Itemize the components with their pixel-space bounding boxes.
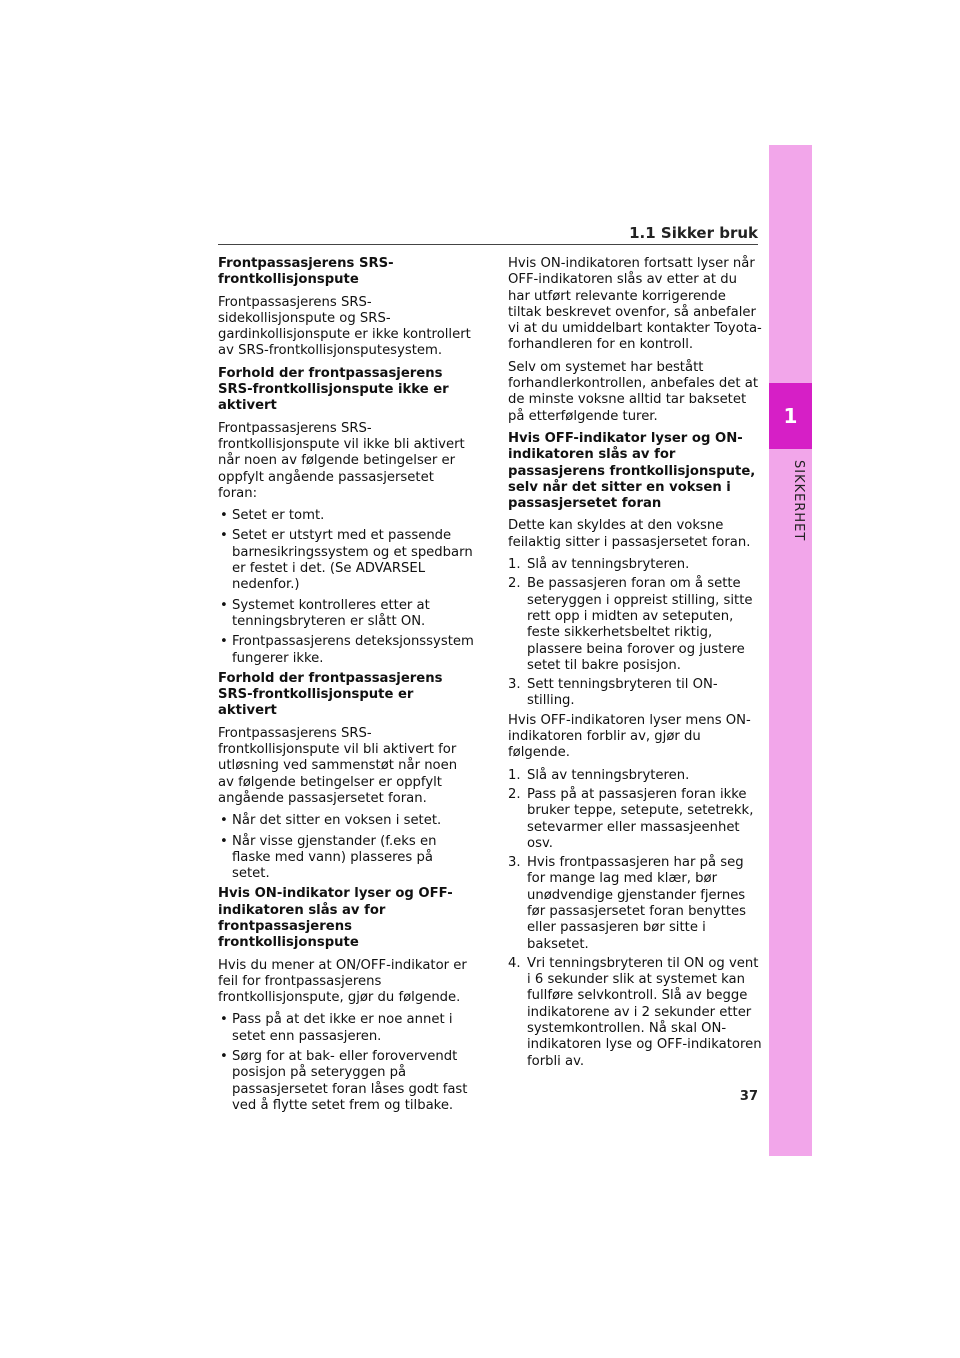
section-heading: Hvis OFF-indikator lyser og ON-indikatoren slås av for passasjerens frontkollisjonspute, selv når det sitter en voksen i passasjersetet foran [508, 430, 756, 512]
numbered-step [508, 956, 762, 1070]
paragraph: Hvis OFF-indikatoren lyser mens ON-indikatoren forblir av, gjør du følgende. [508, 712, 751, 761]
step-number: 1. [508, 767, 521, 783]
step-number: 2. [508, 576, 521, 592]
item-text: Setet er tomt. [232, 508, 325, 524]
chapter-label: SIKKERHET [791, 460, 806, 542]
numbered-step [508, 855, 762, 953]
bullet-item [218, 813, 474, 829]
step-number: 2. [508, 786, 521, 802]
section-heading: Forhold der frontpassasjerens SRS-frontkollisjonspute ikke er aktivert [218, 365, 449, 414]
paragraph: Selv om systemet har bestått forhandlerkontrollen, anbefales det at de minste voksne alltid tar baksetet på etterfølgende turer. [508, 359, 759, 424]
step-number: 1. [508, 557, 521, 573]
numbered-step [508, 677, 762, 710]
item-text: Når det sitter en voksen i setet. [232, 813, 442, 829]
paragraph: Hvis ON-indikatoren fortsatt lyser når OFF-indikatoren slås av etter at du har utført relevante korrigerende tiltak beskrevet ovenfor, så anbefaler vi at du umiddelbart kontakter Toyota-forhandleren for en kontroll. [508, 256, 762, 353]
step-number: 3. [508, 677, 521, 693]
item-text: Sørg for at bak- eller forovervendt posisjon på seteryggen på passasjersetet foran låses godt fast ved å flytte setet frem og tilbake. [232, 1049, 468, 1113]
paragraph: Dette kan skyldes at den voksne feilaktig sitter i passasjersetet foran. [508, 518, 751, 550]
item-text: Be passasjeren foran om å sette seteryggen i oppreist stilling, sitte rett opp i midten av seteputen, feste sikkerhetsbeltet riktig, plassere beina forover og justere setet til bakre posisjon. [527, 576, 753, 673]
item-text: Sett tenningsbryteren til ON-stilling. [527, 677, 718, 709]
bullet-item [218, 634, 474, 667]
bullet-marker: • [220, 634, 228, 650]
paragraph: Hvis du mener at ON/OFF-indikator er feil for frontpassasjerens frontkollisjonspute, gjør du følgende. [218, 957, 467, 1006]
chapter-number-badge: 1 [769, 383, 812, 449]
section-heading: Hvis ON-indikator lyser og OFF-indikatoren slås av for frontpassasjerens frontkollisjonspute [218, 886, 453, 951]
item-text: Slå av tenningsbryteren. [527, 557, 690, 573]
bullet-item [218, 528, 474, 593]
item-text: Slå av tenningsbryteren. [527, 767, 690, 783]
numbered-step [508, 768, 762, 784]
step-number: 4. [508, 955, 521, 971]
numbered-step [508, 576, 762, 674]
section-heading: Forhold der frontpassasjerens SRS-frontkollisjonspute er aktivert [218, 670, 443, 719]
section-title: 1.1 Sikker bruk [629, 224, 758, 242]
numbered-step [508, 557, 762, 573]
left-column [218, 256, 474, 1118]
bullet-item [218, 508, 474, 524]
header-divider [218, 244, 758, 245]
page-number: 37 [739, 1089, 758, 1104]
bullet-item [218, 598, 474, 631]
right-column [508, 256, 762, 1073]
bullet-marker: • [220, 1049, 228, 1065]
item-text: Setet er utstyrt med et passende barnesikringssystem og et spedbarn er festet i det. (Se ADVARSEL nedenfor.) [232, 528, 473, 593]
chapter-side-tab [769, 145, 812, 1156]
bullet-marker: • [220, 508, 228, 524]
item-text: Vri tenningsbryteren til ON og vent i 6 sekunder slik at systemet kan fullføre selvkontroll. Slå av begge indikatorene av i 2 sekunder etter systemkontrollen. Nå skal ON-indikatoren lyse og OFF-indikatoren forbli av. [527, 955, 762, 1069]
item-text: Hvis frontpassasjeren har på seg for mange lag med klær, bør unødvendige gjenstander fjernes før passasjersetet foran benyttes eller passasjeren bør sitte i baksetet. [527, 855, 747, 952]
item-text: Systemet kontrolleres etter at tenningsbryteren er slått ON. [232, 597, 430, 629]
bullet-marker: • [220, 1012, 228, 1028]
step-number: 3. [508, 855, 521, 871]
bullet-item [218, 1049, 474, 1114]
bullet-marker: • [220, 833, 228, 849]
numbered-step [508, 787, 762, 852]
item-text: Pass på at passasjeren foran ikke bruker teppe, setepute, setetrekk, setevarmer eller massasjeenhet osv. [527, 786, 754, 851]
paragraph: Frontpassasjerens SRS-frontkollisjonspute vil bli aktivert for utløsning ved sammenstøt når noen av følgende betingelser er oppfylt angående passasjersetet foran. [218, 725, 458, 806]
bullet-marker: • [220, 528, 228, 544]
item-text: Frontpassasjerens deteksjonssystem fungerer ikke. [232, 634, 474, 666]
item-text: Pass på at det ikke er noe annet i setet enn passasjeren. [232, 1012, 453, 1044]
paragraph: Frontpassasjerens SRS-frontkollisjonspute vil ikke bli aktivert når noen av følgende betingelser er oppfylt angående passasjersetet foran: [218, 420, 465, 501]
section-heading: Frontpassasjerens SRS-frontkollisjonspute [218, 256, 394, 288]
paragraph: Frontpassasjerens SRS-sidekollisjonspute og SRS-gardinkollisjonspute er ikke kontrollert av SRS-frontkollisjonsputesystem. [218, 294, 471, 359]
bullet-item [218, 1012, 474, 1045]
bullet-item [218, 834, 474, 883]
bullet-marker: • [220, 597, 228, 613]
item-text: Når visse gjenstander (f.eks en flaske med vann) plasseres på setet. [232, 833, 437, 882]
bullet-marker: • [220, 813, 228, 829]
